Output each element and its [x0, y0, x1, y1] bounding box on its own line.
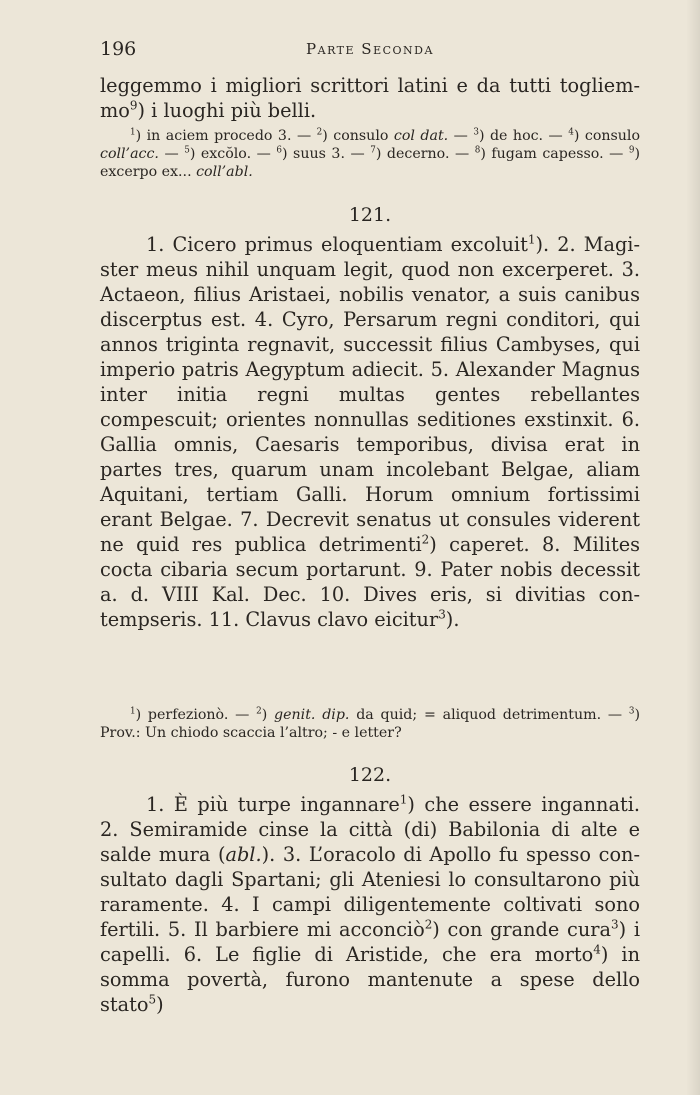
- page-header: [100, 38, 640, 62]
- section-122-body-block: [100, 792, 640, 1017]
- intro-paragraph-block: [100, 73, 640, 123]
- section-121-footnotes-block: [100, 706, 640, 742]
- section-121-body-block: [100, 232, 640, 632]
- section-number-122: 122.: [348, 764, 392, 786]
- page-edge-shadow: [686, 0, 700, 1095]
- section-121-text: 1. Cicero primus eloquentiam excoluit$^1$). 2. Magister meus nihil unquam legit, quod non excerperet. 3. Actaeon, filius Aristaei, nobilis venator, a suis canibus discerptus est. 4. Cyro, Persarum regni conditori, qui annos triginta regnavit, successit filius Cambyses, qui imperio patris Aegyptum adiecit. 5. Alexander Magnus inter initia regni multas gentes rebellantes compescuit; orientes nonnullas seditiones exstinxit. 6. Gallia omnis, Caesaris temporibus, divisa erat in partes tres, quarum unam incolebant Belgae, aliam Aquitani, tertiam Galli. Horum omnium fortissimi erant Belgae. 7. Decrevit senatus ut consules viderent ne quid res publica detrimenti$^2$) caperet. 8. Milites cocta cibaria secum portarunt. 9. Pater nobis decessit a. d. VIII Kal. Dec. 10. Dives eris, si divitias contempseris. 11. Clavus clavo eicitur$^3$).: [100, 232, 640, 631]
- running-head: Parte Seconda: [306, 40, 434, 58]
- page-number: 196: [100, 38, 137, 60]
- section-122-text: 1. È più turpe ingannare$^1$) che essere ingannati. 2. Semiramide cinse la città (di) Babilonia di alte e salde mura (abl.). 3. L’oracolo di Apollo fu spesso consultato dagli Spartani; gli Ateniesi lo consultarono più raramente. 4. I campi diligentemente coltivati sono fertili. 5. Il barbiere mi acconciò$^2$) con grande cura$^3$) i capelli. 6. Le figlie di Aristide, che era morto$^4$) in somma povertà, furono mantenute a spese dello stato$^5$): [100, 792, 640, 1016]
- section-number-121: 121.: [348, 204, 392, 226]
- section-121-heading-block: [100, 204, 640, 226]
- intro-paragraph: leggemmo i migliori scrittori latini e da tutti togliemmo$^9$) i luoghi più belli.: [100, 74, 640, 122]
- section-121-footnotes: $^1$) perfezionò. — $^2$) genit. dip. da quid; = aliquod detrimentum. — $^3$) Prov.: Un chiodo scaccia l’altro; - e letter?: [100, 706, 641, 741]
- section-122-heading-block: [100, 764, 640, 786]
- intro-footnotes: $^1$) in aciem procedo 3. — $^2$) consulo col dat. — $^3$) de hoc. — $^4$) consulo coll’acc. — $^5$) excŏlo. — $^6$) suus 3. — $^7$) decerno. — $^8$) fugam capesso. — $^9$) excerpo ex... coll’abl.: [100, 127, 640, 180]
- intro-footnotes-block: [100, 127, 640, 181]
